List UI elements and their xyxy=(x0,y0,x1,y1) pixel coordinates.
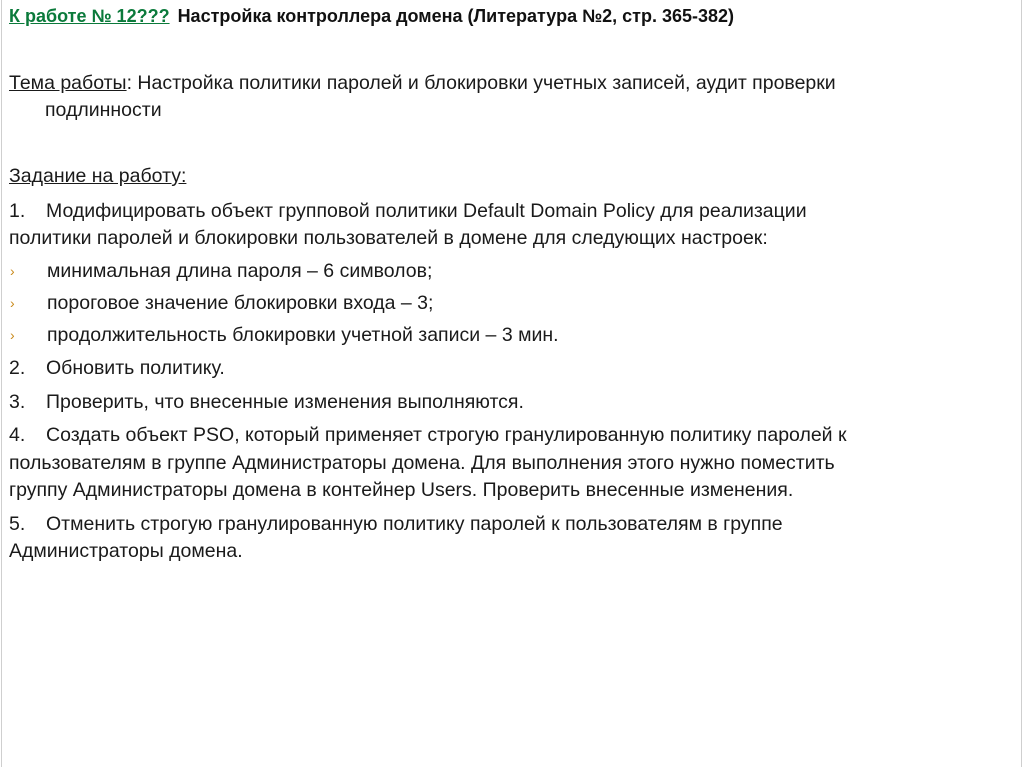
bullet-text: пороговое значение блокировки входа – 3; xyxy=(47,292,434,314)
slide-title: Настройка контроллера домена (Литература №2, стр. 365-382) xyxy=(177,6,735,26)
lab-link[interactable]: К работе № 12??? xyxy=(9,6,170,26)
task-heading: Задание на работу: xyxy=(9,165,187,187)
task-item-2 xyxy=(9,355,225,382)
item-number: 1. xyxy=(9,200,26,222)
bullet-text: продолжительность блокировки учетной записи – 3 мин. xyxy=(47,324,559,346)
item-text: Модифицировать объект групповой политики Default Domain Policy для реализации xyxy=(46,200,807,222)
chevron-bullet-icon: › xyxy=(10,327,15,343)
chevron-bullet-icon: › xyxy=(10,295,15,311)
bullet-item xyxy=(9,290,433,317)
topic-line-1 xyxy=(9,70,836,97)
task-item-4 xyxy=(9,422,847,449)
topic-colon: : xyxy=(126,72,132,94)
item-number: 4. xyxy=(9,424,26,446)
item-text: Обновить политику. xyxy=(46,357,225,379)
task-item-5-cont: Администраторы домена. xyxy=(9,540,243,562)
slide-border-right xyxy=(1021,0,1022,767)
item-number: 5. xyxy=(9,513,26,535)
task-item-4-cont: пользователям в группе Администраторы домена. Для выполнения этого нужно поместить xyxy=(9,452,835,474)
task-item-3 xyxy=(9,389,524,416)
task-item-1-cont: политики паролей и блокировки пользователей в домене для следующих настроек: xyxy=(9,227,768,249)
task-item-1 xyxy=(9,198,807,225)
bullet-item xyxy=(9,258,432,285)
item-text: Проверить, что внесенные изменения выполняются. xyxy=(46,391,524,413)
item-text: Отменить строгую гранулированную политику паролей к пользователям в группе xyxy=(46,513,783,535)
item-number: 2. xyxy=(9,357,26,379)
topic-label: Тема работы xyxy=(9,72,127,94)
topic-line-2: подлинности xyxy=(45,99,162,121)
task-item-5 xyxy=(9,511,783,538)
slide-header xyxy=(9,6,734,27)
slide-border-left xyxy=(1,0,2,767)
chevron-bullet-icon: › xyxy=(10,263,15,279)
item-number: 3. xyxy=(9,391,26,413)
item-text: Создать объект PSO, который применяет строгую гранулированную политику паролей к xyxy=(46,424,847,446)
topic-text-1: Настройка политики паролей и блокировки учетных записей, аудит проверки xyxy=(131,72,836,94)
task-item-4-cont: группу Администраторы домена в контейнер Users. Проверить внесенные изменения. xyxy=(9,479,794,501)
bullet-text: минимальная длина пароля – 6 символов; xyxy=(47,260,433,282)
bullet-item xyxy=(9,322,559,349)
